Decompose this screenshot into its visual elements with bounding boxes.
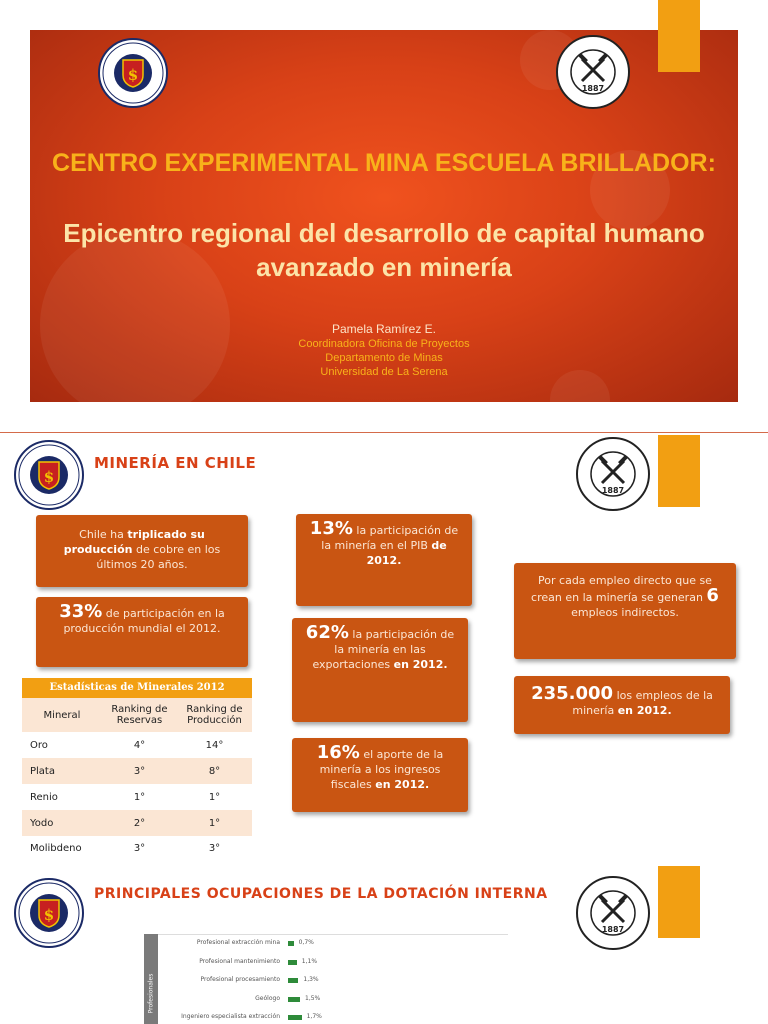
svg-text:$: $ xyxy=(127,66,139,84)
table-row xyxy=(22,758,252,784)
box-text: Por cada empleo directo que se crean en la minería se generan xyxy=(531,574,712,604)
table-cell: Renio xyxy=(30,791,58,803)
slide-title: CENTRO EXPERIMENTAL MINA ESCUELA BRILLADOR: xyxy=(52,149,716,177)
bar xyxy=(288,941,294,946)
box-text: el aporte de la minería a los ingresos fiscales xyxy=(319,748,444,791)
table-header-row xyxy=(22,698,252,732)
box-big-number: 235.000 xyxy=(531,683,614,704)
table-cell: 1° xyxy=(208,817,221,829)
university-seal-icon xyxy=(98,38,168,108)
svg-text:$: $ xyxy=(43,906,55,924)
table-header-cell: Mineral xyxy=(43,709,81,721)
section-title: MINERÍA EN CHILE xyxy=(94,454,257,472)
table-caption: Estadísticas de Minerales 2012 xyxy=(22,678,252,698)
stat-box-employment xyxy=(514,676,730,734)
box-text: la participación de la minería en el PIB xyxy=(321,524,459,552)
box-text: Chile ha xyxy=(79,528,128,541)
bar xyxy=(288,1015,302,1020)
table-cell: 3° xyxy=(208,842,221,854)
bar-value-label: 1,1% xyxy=(301,957,318,965)
author-role: Coordinadora Oficina de Proyectos xyxy=(298,338,470,350)
table-cell: 8° xyxy=(208,765,221,777)
box-bold: en 2012. xyxy=(375,778,430,791)
corner-tab xyxy=(658,866,700,938)
seal-year: 1887 xyxy=(601,486,625,495)
university-seal-icon xyxy=(14,440,84,510)
bar-category-label: Ingeniero especialista extracción xyxy=(181,1013,280,1020)
corner-tab xyxy=(658,435,700,507)
box-text: los empleos de la minería xyxy=(572,689,713,717)
box-big-number: 13% xyxy=(309,518,353,539)
pick-hammer-icon xyxy=(576,437,650,511)
slide-subtitle: Epicentro regional del desarrollo de capital humano avanzado en minería xyxy=(63,218,705,282)
university-seal-icon xyxy=(14,878,84,948)
stat-box-exports xyxy=(292,618,468,722)
stat-box-fiscal xyxy=(292,738,468,812)
bar-value-label: 1,7% xyxy=(306,1013,322,1020)
author-university: Universidad de La Serena xyxy=(320,366,448,378)
pick-hammer-icon xyxy=(576,876,650,950)
chart-top-rule xyxy=(158,934,508,935)
stat-box-pib xyxy=(296,514,472,606)
pick-hammer-icon xyxy=(556,35,630,109)
box-big-number: 62% xyxy=(305,622,349,643)
stat-box-production xyxy=(36,515,248,587)
table-row xyxy=(22,732,252,758)
table-row xyxy=(22,784,252,810)
table-cell: 14° xyxy=(205,739,224,751)
table-cell: 2° xyxy=(133,817,146,829)
box-big-number: 6 xyxy=(706,585,719,606)
bar xyxy=(288,997,300,1002)
author-department: Departamento de Minas xyxy=(325,352,443,364)
table-cell: Oro xyxy=(30,739,48,751)
table-cell: Molibdeno xyxy=(30,842,82,854)
box-big-number: 33% xyxy=(59,601,103,622)
table-cell: Yodo xyxy=(30,817,54,829)
table-cell: Plata xyxy=(30,765,55,777)
box-big-number: 16% xyxy=(316,742,360,763)
bar-category-label: Profesional extracción mina xyxy=(196,939,280,946)
box-bold: triplicado su producción xyxy=(63,528,205,556)
bar-value-label: 1,3% xyxy=(303,976,319,983)
stat-box-indirect-jobs xyxy=(514,563,736,659)
table-header-cell: Ranking de Producción xyxy=(186,704,243,726)
table-header-cell: Ranking de Reservas xyxy=(111,704,168,726)
bar xyxy=(288,978,298,983)
seal-year: 1887 xyxy=(601,925,625,934)
bar-category-label: Profesional procesamiento xyxy=(200,976,280,983)
bar-category-label: Profesional mantenimiento xyxy=(199,957,280,965)
seal-year: 1887 xyxy=(581,84,605,93)
bar xyxy=(288,960,297,965)
table-cell: 1° xyxy=(208,791,221,803)
slide-divider xyxy=(0,432,768,433)
bar-value-label: 1,5% xyxy=(305,994,321,1002)
table-cell: 1° xyxy=(133,791,146,803)
table-cell: 4° xyxy=(133,739,146,751)
table-cell: 3° xyxy=(133,842,146,854)
box-text: la participación de la minería en las exportaciones xyxy=(312,628,455,671)
table-cell: 3° xyxy=(133,765,146,777)
author-name: Pamela Ramírez E. xyxy=(331,322,437,336)
box-bold: de 2012. xyxy=(366,539,447,567)
bar-value-label: 0,7% xyxy=(298,939,314,946)
box-bold: en 2012. xyxy=(617,704,672,717)
section-title: PRINCIPALES OCUPACIONES DE LA DOTACIÓN INTERNA xyxy=(94,886,548,902)
box-text: empleos indirectos. xyxy=(571,606,679,619)
box-text: de participación en la producción mundial el 2012. xyxy=(63,607,225,635)
box-text: de cobre en los últimos 20 años. xyxy=(96,543,221,571)
corner-tab xyxy=(658,0,700,72)
box-bold: en 2012. xyxy=(393,658,448,671)
chart-group-band xyxy=(144,934,158,1024)
stat-box-world-share xyxy=(36,597,248,667)
bar-category-label: Geólogo xyxy=(255,994,280,1002)
chart-group-label: Profesionales xyxy=(147,973,155,1014)
table-row xyxy=(22,810,252,836)
svg-text:$: $ xyxy=(43,468,55,486)
table-row xyxy=(22,836,252,860)
